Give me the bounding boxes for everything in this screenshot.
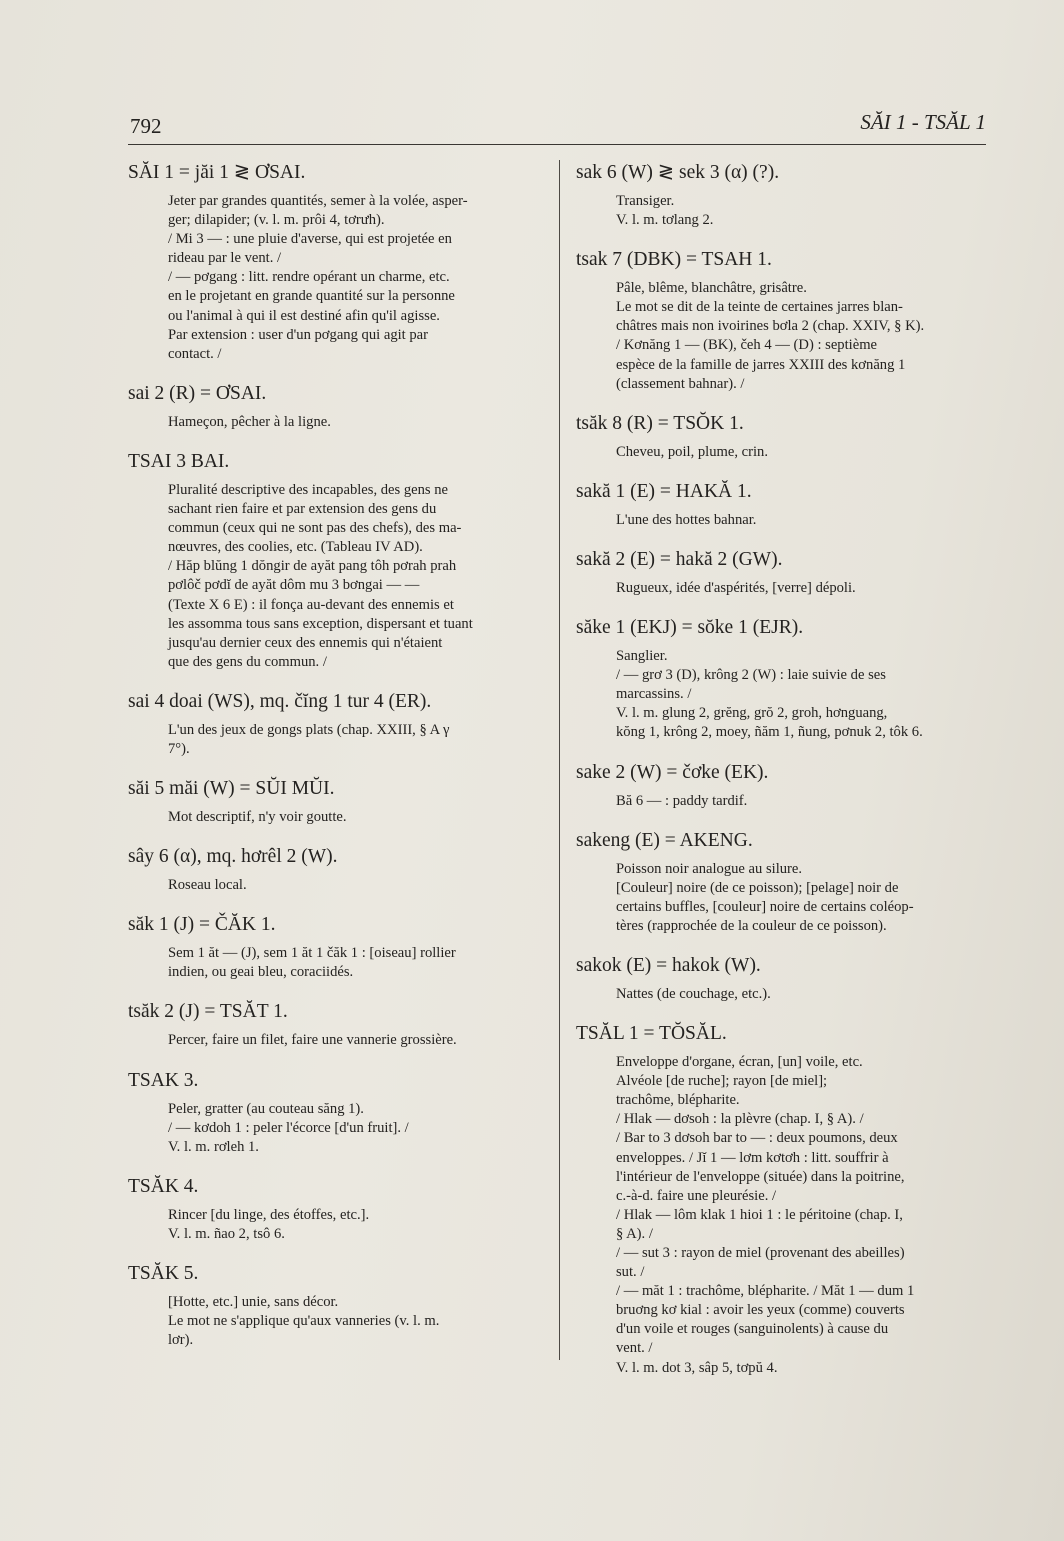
definition-line: / — kơdoh 1 : peler l'écorce [d'un fruit]. / <box>168 1119 409 1136</box>
definition-line: Hameçon, pêcher à la ligne. <box>168 413 331 430</box>
right-column <box>576 160 988 1395</box>
definition-line: Roseau local. <box>168 877 247 894</box>
dictionary-entry <box>128 1174 543 1244</box>
definition-line: Percer, faire un filet, faire une vannerie grossière. <box>168 1032 457 1049</box>
dictionary-entry <box>128 999 543 1050</box>
definition-line: enveloppes. / Jĭ 1 — lơm kơtơh : litt. souffrir à <box>616 1149 889 1166</box>
definition-line: kŏng 1, krông 2, moey, ñăm 1, ñung, pơnuk 2, tôk 6. <box>616 724 923 741</box>
dictionary-entry <box>576 760 988 811</box>
definition-line: / Bar to 3 dơsoh bar to — : deux poumons, deux <box>616 1130 898 1147</box>
entry-headword: sakă 1 (E) = HAKĂ 1. <box>576 480 752 502</box>
entry-definition <box>616 647 988 742</box>
entry-definition <box>616 511 988 530</box>
definition-line: Sem 1 ăt — (J), sem 1 ăt 1 čăk 1 : [oiseau] rollier <box>168 945 456 962</box>
definition-line: Par extension : user d'un pơgang qui agit par <box>168 326 429 343</box>
dictionary-entry <box>128 912 543 982</box>
dictionary-entry <box>576 547 988 598</box>
definition-line: indien, ou geai bleu, coraciidés. <box>168 964 354 981</box>
definition-line: / Kơnăng 1 — (BK), čeh 4 — (D) : septième <box>616 337 878 354</box>
definition-line: / — măt 1 : trachôme, blépharite. / Măt 1 — dum 1 <box>616 1283 915 1300</box>
definition-line: / — pơgang : litt. rendre opérant un charme, etc. <box>168 269 450 286</box>
definition-line: rideau par le vent. / <box>168 250 282 267</box>
dictionary-entry <box>128 381 543 432</box>
entry-definition <box>168 192 543 364</box>
definition-line: Alvéole [de ruche]; rayon [de miel]; <box>616 1073 828 1090</box>
definition-line: sachant rien faire et par extension des gens du <box>168 501 437 518</box>
running-header <box>128 110 986 145</box>
definition-line: que des gens du commun. / <box>168 653 327 670</box>
definition-line: / — grơ 3 (D), krông 2 (W) : laie suivie de ses <box>616 667 886 684</box>
definition-line: 7°). <box>168 740 190 757</box>
definition-line: Sanglier. <box>616 648 668 665</box>
entry-headword: sak 6 (W) ≷ sek 3 (α) (?). <box>576 162 780 183</box>
definition-line: les assomma tous sans exception, dispersant et tuant <box>168 615 473 632</box>
definition-line: Le mot ne s'applique qu'aux vanneries (v. l. m. <box>168 1313 440 1330</box>
dictionary-entry <box>128 160 543 364</box>
definition-line: / — sut 3 : rayon de miel (provenant des abeilles) <box>616 1245 905 1261</box>
definition-line: Pâle, blême, blanchâtre, grisâtre. <box>616 280 807 297</box>
entry-definition <box>168 481 543 672</box>
definition-line: V. l. m. glung 2, grĕng, grŏ 2, groh, hơnguang, <box>616 705 888 722</box>
definition-line: certains buffles, [couleur] noire de certains coléop- <box>616 898 914 915</box>
entry-definition <box>168 1206 543 1244</box>
dictionary-entry <box>576 160 988 230</box>
definition-line: ou l'animal à qui il est destiné afin qu'il agisse. <box>168 307 440 324</box>
definition-line: jusqu'au dernier ceux des ennemis qui n'étaient <box>168 634 443 651</box>
definition-line: nœuvres, des coolies, etc. (Tableau IV AD). <box>168 539 423 556</box>
entry-definition <box>616 192 988 230</box>
definition-line: [Hotte, etc.] unie, sans décor. <box>168 1294 339 1310</box>
definition-line: Enveloppe d'organe, écran, [un] voile, etc. <box>616 1054 863 1071</box>
definition-line: / Mi 3 — : une pluie d'averse, qui est projetée en <box>168 231 452 248</box>
column-divider <box>559 160 560 1360</box>
definition-line: Mot descriptif, n'y voir goutte. <box>168 809 347 826</box>
dictionary-entry <box>576 953 988 1004</box>
definition-line: trachôme, blépharite. <box>616 1092 740 1109</box>
entry-definition <box>616 1053 988 1378</box>
definition-line: marcassins. / <box>616 686 692 703</box>
definition-line: pơlôč pơdĭ de ayăt dôm mu 3 bơngai — — <box>168 577 420 594</box>
entry-headword: sây 6 (α), mq. hơrêl 2 (W). <box>128 846 338 868</box>
dictionary-entry <box>576 1021 988 1378</box>
definition-line: espèce de la famille de jarres XXIII des kơnăng 1 <box>616 356 906 373</box>
definition-line: V. l. m. rơleh 1. <box>168 1138 259 1155</box>
dictionary-entry <box>576 247 988 394</box>
entry-headword: tsak 7 (DBK) = TSAH 1. <box>576 249 772 271</box>
entry-headword: TSĂK 4. <box>128 1175 199 1197</box>
entry-headword: tsăk 2 (J) = TSĂT 1. <box>128 1001 288 1023</box>
entry-headword: TSAK 3. <box>128 1069 199 1091</box>
definition-line: Nattes (de couchage, etc.). <box>616 985 771 1002</box>
dictionary-entry <box>128 844 543 895</box>
entry-headword: sakok (E) = hakok (W). <box>576 954 761 976</box>
definition-line: Poisson noir analogue au silure. <box>616 860 803 877</box>
definition-line: Bă 6 — : paddy tardif. <box>616 792 748 809</box>
definition-line: Peler, gratter (au couteau săng 1). <box>168 1100 364 1117</box>
entry-headword: sakă 2 (E) = hakă 2 (GW). <box>576 548 783 570</box>
definition-line: Cheveu, poil, plume, crin. <box>616 443 768 460</box>
definition-line: / Hăp blŭng 1 dŏngir de ayăt pang tôh pơrah prah <box>168 558 457 575</box>
definition-line: bruơng kơ kial : avoir les yeux (comme) couverts <box>616 1302 905 1319</box>
definition-line: tères (rapprochée de la couleur de ce poisson). <box>616 917 887 934</box>
entry-headword: TSĂL 1 = TŎSĂL. <box>576 1023 727 1045</box>
entry-headword: sakeng (E) = AKENG. <box>576 829 753 851</box>
entry-headword: sai 2 (R) = ƠSAI. <box>128 382 267 404</box>
definition-line: L'un des jeux de gongs plats (chap. XXIII, § A γ <box>168 721 450 738</box>
definition-line: l'intérieur de l'enveloppe (située) dans la poitrine, <box>616 1168 905 1185</box>
entry-definition <box>616 279 988 394</box>
entry-definition <box>168 413 543 432</box>
left-column <box>128 160 543 1367</box>
definition-line: § A). / <box>616 1225 653 1242</box>
definition-line: / Hlak — lôm klak 1 hioi 1 : le péritoine (chap. I, <box>616 1206 903 1223</box>
definition-line: châtres mais non ivoirines bơla 2 (chap. XXIV, § K). <box>616 318 925 335</box>
entry-definition <box>616 985 988 1004</box>
entry-headword: TSAI 3 BAI. <box>128 450 230 472</box>
entry-definition <box>616 792 988 811</box>
definition-line: Pluralité descriptive des incapables, des gens ne <box>168 481 449 498</box>
entry-headword: tsăk 8 (R) = TSŎK 1. <box>576 412 744 434</box>
entry-headword: sai 4 doai (WS), mq. čĭng 1 tur 4 (ER). <box>128 690 432 712</box>
running-head-range: SĂI 1 - TSĂL 1 <box>860 110 986 134</box>
entry-definition <box>168 721 543 759</box>
dictionary-entry <box>576 828 988 936</box>
definition-line: [Couleur] noire (de ce poisson); [pelage] noir de <box>616 879 899 896</box>
entry-definition <box>168 1031 543 1050</box>
definition-line: vent. / <box>616 1340 653 1357</box>
definition-line: V. l. m. tơlang 2. <box>616 212 714 229</box>
entry-definition <box>616 579 988 598</box>
page-number: 792 <box>130 114 162 138</box>
definition-line: d'un voile et rouges (sanguinolents) à cause du <box>616 1321 889 1338</box>
definition-line: commun (ceux qui ne sont pas des chefs), des ma- <box>168 520 462 537</box>
dictionary-entry <box>128 449 543 672</box>
definition-line: ger; dilapider; (v. l. m. prôi 4, tơrưh). <box>168 212 385 229</box>
dictionary-entry <box>576 479 988 530</box>
entry-definition <box>616 443 988 462</box>
entry-definition <box>168 1100 543 1157</box>
entry-definition <box>168 876 543 895</box>
definition-line: (classement bahnar). / <box>616 375 745 392</box>
definition-line: contact. / <box>168 345 222 362</box>
entry-definition <box>168 1293 543 1350</box>
entry-definition <box>168 808 543 827</box>
entry-headword: TSĂK 5. <box>128 1263 199 1284</box>
definition-line: / Hlak — dơsoh : la plèvre (chap. I, § A). / <box>616 1111 864 1128</box>
definition-line: (Texte X 6 E) : il fonça au-devant des ennemis et <box>168 596 454 613</box>
dictionary-entry <box>128 689 543 759</box>
entry-headword: săk 1 (J) = ČĂK 1. <box>128 914 276 936</box>
dictionary-entry <box>576 615 988 742</box>
dictionary-entry <box>128 1261 543 1350</box>
definition-line: c.-à-d. faire une pleurésie. / <box>616 1187 777 1204</box>
dictionary-entry <box>128 776 543 827</box>
dictionary-entry <box>128 1068 543 1157</box>
definition-line: sut. / <box>616 1264 645 1281</box>
definition-line: Le mot se dit de la teinte de certaines jarres blan- <box>616 299 903 316</box>
definition-line: Transiger. <box>616 193 675 209</box>
dictionary-entry <box>576 411 988 462</box>
entry-definition <box>616 860 988 936</box>
definition-line: Jeter par grandes quantités, semer à la volée, asper- <box>168 193 468 209</box>
entry-headword: sake 2 (W) = čơke (EK). <box>576 761 769 783</box>
definition-line: L'une des hottes bahnar. <box>616 511 757 528</box>
definition-line: Rugueux, idée d'aspérités, [verre] dépoli. <box>616 579 856 596</box>
definition-line: lơr). <box>168 1332 194 1349</box>
entry-definition <box>168 944 543 982</box>
definition-line: V. l. m. ñao 2, tsô 6. <box>168 1225 285 1242</box>
definition-line: V. l. m. dot 3, sâp 5, tơpŭ 4. <box>616 1359 778 1376</box>
definition-line: en le projetant en grande quantité sur la personne <box>168 288 455 305</box>
definition-line: Rincer [du linge, des étoffes, etc.]. <box>168 1206 370 1223</box>
entry-headword: SĂI 1 = jăi 1 ≷ ƠSAI. <box>128 162 306 183</box>
entry-headword: săke 1 (EKJ) = sŏke 1 (EJR). <box>576 617 804 639</box>
entry-headword: săi 5 măi (W) = SŬI MŬI. <box>128 778 335 800</box>
